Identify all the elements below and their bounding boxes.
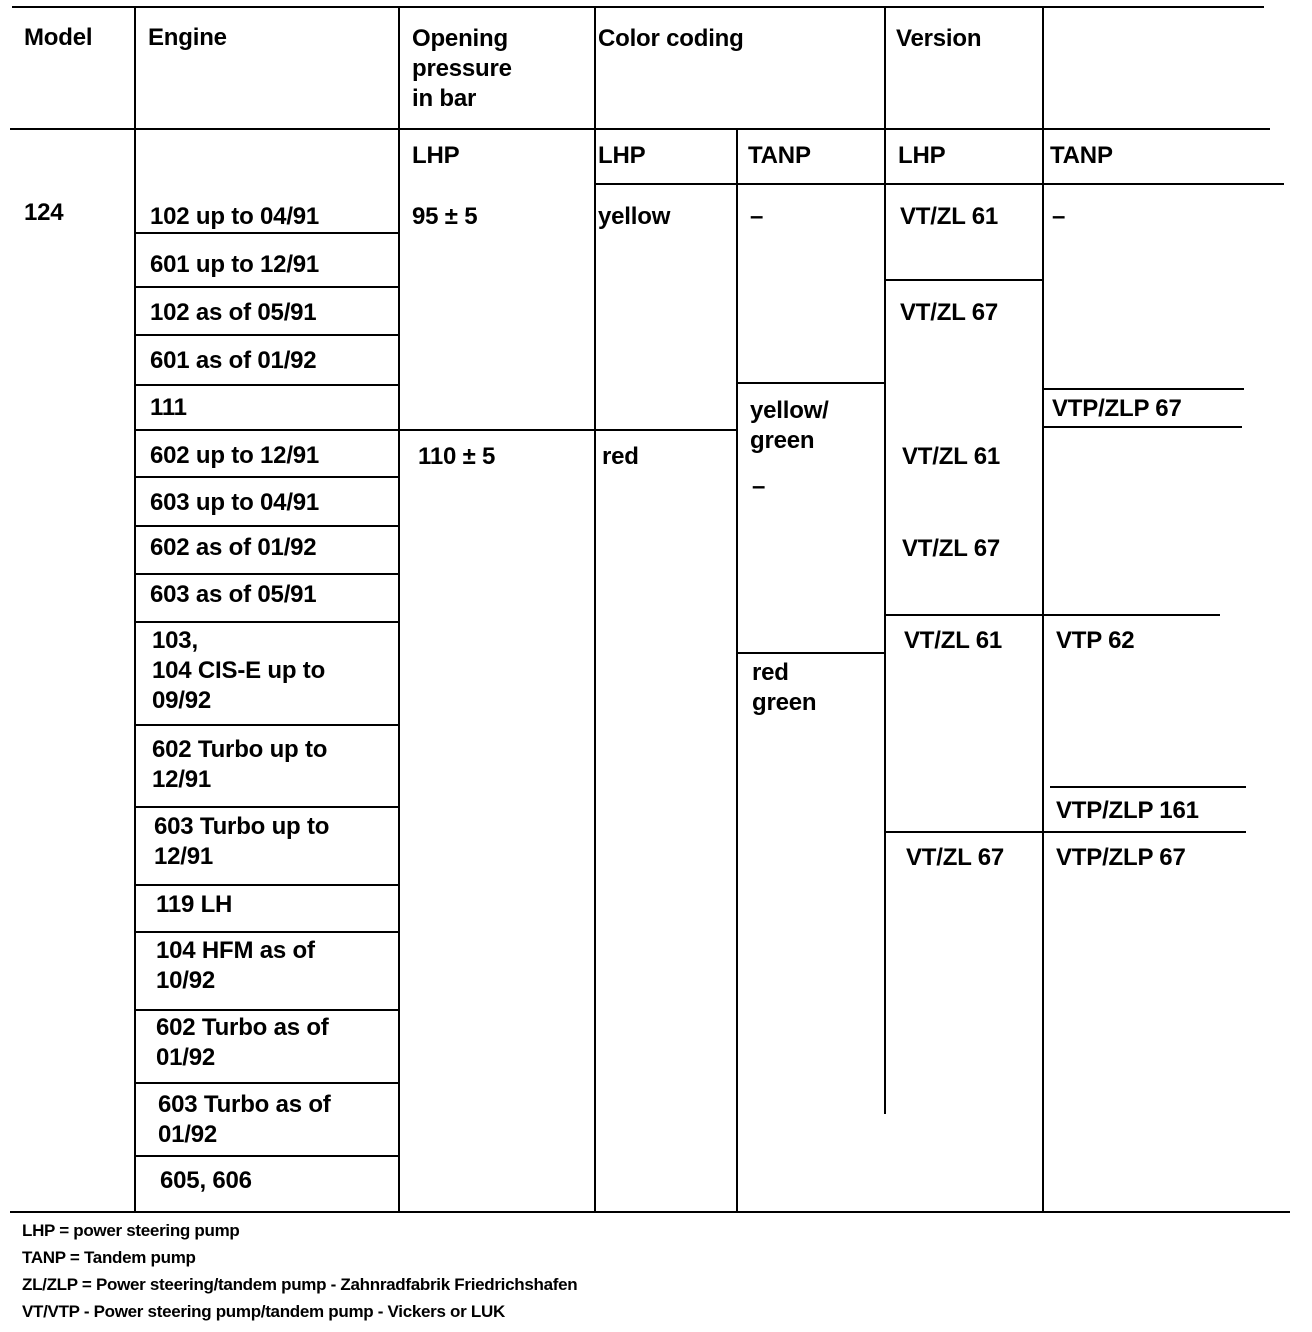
version-tanp-cell: VTP/ZLP 67 bbox=[1056, 844, 1186, 871]
engine-cell: 601 as of 01/92 bbox=[150, 347, 317, 374]
subheader-version-tanp: TANP bbox=[1050, 142, 1113, 169]
engine-row-divider bbox=[136, 1155, 400, 1157]
color-lhp-cell: red bbox=[602, 443, 639, 470]
version-tanp-cell: VTP 62 bbox=[1056, 627, 1135, 654]
engine-cell: 602 Turbo as of 01/92 bbox=[156, 1014, 329, 1071]
model-value: 124 bbox=[24, 199, 64, 226]
color-tanp-cell: – bbox=[752, 473, 766, 500]
group-divider bbox=[136, 429, 738, 431]
engine-cell: 602 up to 12/91 bbox=[150, 442, 320, 469]
engine-cell: 601 up to 12/91 bbox=[150, 251, 320, 278]
rule-header-bottom bbox=[10, 128, 1270, 130]
pressure-cell: 110 ± 5 bbox=[418, 443, 496, 470]
engine-cell: 602 Turbo up to 12/91 bbox=[152, 736, 328, 793]
engine-cell: 103, 104 CIS-E up to 09/92 bbox=[152, 627, 326, 714]
version-tanp-divider bbox=[1044, 614, 1220, 616]
pressure-cell: 95 ± 5 bbox=[412, 203, 478, 230]
footnote-lhp: LHP = power steering pump bbox=[22, 1221, 240, 1240]
engine-row-divider bbox=[136, 525, 400, 527]
engine-cell: 603 Turbo as of 01/92 bbox=[158, 1091, 331, 1148]
version-lhp-divider bbox=[886, 614, 1042, 616]
engine-row-divider bbox=[136, 931, 400, 933]
engine-cell: 119 LH bbox=[156, 891, 233, 918]
engine-row-divider bbox=[136, 286, 400, 288]
version-lhp-cell: VT/ZL 67 bbox=[906, 844, 1004, 871]
column-rule-pressure bbox=[398, 6, 400, 1212]
engine-cell: 104 HFM as of 10/92 bbox=[156, 937, 315, 994]
color-lhp-cell: yellow bbox=[598, 203, 671, 230]
engine-cell: 111 bbox=[150, 394, 187, 421]
footnote-tanp: TANP = Tandem pump bbox=[22, 1248, 196, 1267]
engine-cell: 102 up to 04/91 bbox=[150, 203, 320, 230]
version-tanp-divider bbox=[1044, 831, 1246, 833]
engine-cell: 603 Turbo up to 12/91 bbox=[154, 813, 330, 870]
column-rule-color-tanp bbox=[736, 128, 738, 1212]
column-rule-color bbox=[594, 6, 596, 1212]
rule-table-bottom bbox=[10, 1211, 1290, 1213]
version-tanp-divider bbox=[1050, 786, 1246, 788]
engine-row-divider bbox=[136, 884, 400, 886]
engine-row-divider bbox=[136, 334, 400, 336]
version-lhp-divider bbox=[886, 279, 1042, 281]
column-rule-engine bbox=[134, 6, 136, 1212]
engine-cell: 102 as of 05/91 bbox=[150, 299, 317, 326]
version-lhp-cell: VT/ZL 67 bbox=[902, 535, 1000, 562]
version-tanp-divider bbox=[1044, 388, 1244, 390]
version-tanp-cell: VTP/ZLP 161 bbox=[1056, 797, 1199, 824]
subheader-color-tanp: TANP bbox=[748, 142, 811, 169]
engine-row-divider bbox=[136, 1009, 400, 1011]
engine-row-divider bbox=[136, 621, 400, 623]
color-tanp-cell: yellow/ green bbox=[750, 397, 829, 454]
engine-row-divider bbox=[136, 232, 400, 234]
header-version: Version bbox=[896, 25, 982, 52]
version-tanp-cell: – bbox=[1052, 203, 1066, 230]
header-opening-pressure: Opening pressure in bar bbox=[412, 25, 512, 112]
version-lhp-cell: VT/ZL 61 bbox=[904, 627, 1002, 654]
version-tanp-cell: VTP/ZLP 67 bbox=[1052, 395, 1182, 422]
engine-row-divider bbox=[136, 724, 400, 726]
engine-cell: 605, 606 bbox=[160, 1167, 252, 1194]
header-engine: Engine bbox=[148, 24, 227, 51]
column-rule-version-tanp bbox=[1042, 8, 1044, 1212]
subheader-version-lhp: LHP bbox=[898, 142, 946, 169]
subheader-color-lhp: LHP bbox=[598, 142, 646, 169]
version-lhp-cell: VT/ZL 61 bbox=[900, 203, 998, 230]
engine-row-divider bbox=[136, 384, 400, 386]
engine-cell: 602 as of 01/92 bbox=[150, 534, 317, 561]
engine-row-divider bbox=[136, 1082, 400, 1084]
rule-subheader-bottom bbox=[596, 183, 1284, 185]
tanp-color-divider bbox=[738, 652, 884, 654]
color-tanp-cell: red green bbox=[752, 659, 817, 716]
column-rule-version bbox=[884, 6, 886, 1114]
color-tanp-cell: – bbox=[750, 203, 764, 230]
tanp-color-divider bbox=[738, 382, 884, 384]
subheader-pressure-lhp: LHP bbox=[412, 142, 460, 169]
footnote-zl-zlp: ZL/ZLP = Power steering/tandem pump - Zahnradfabrik Friedrichshafen bbox=[22, 1275, 578, 1294]
rule-top bbox=[12, 6, 1264, 8]
engine-row-divider bbox=[136, 806, 400, 808]
engine-row-divider bbox=[136, 476, 400, 478]
version-lhp-cell: VT/ZL 67 bbox=[900, 299, 998, 326]
footnote-vt-vtp: VT/VTP - Power steering pump/tandem pump - Vickers or LUK bbox=[22, 1302, 505, 1321]
version-lhp-cell: VT/ZL 61 bbox=[902, 443, 1000, 470]
engine-cell: 603 as of 05/91 bbox=[150, 581, 317, 608]
engine-cell: 603 up to 04/91 bbox=[150, 489, 320, 516]
header-color-coding: Color coding bbox=[598, 25, 744, 52]
header-model: Model bbox=[24, 24, 93, 51]
engine-row-divider bbox=[136, 573, 400, 575]
version-lhp-divider bbox=[886, 831, 1042, 833]
version-tanp-divider bbox=[1044, 426, 1242, 428]
